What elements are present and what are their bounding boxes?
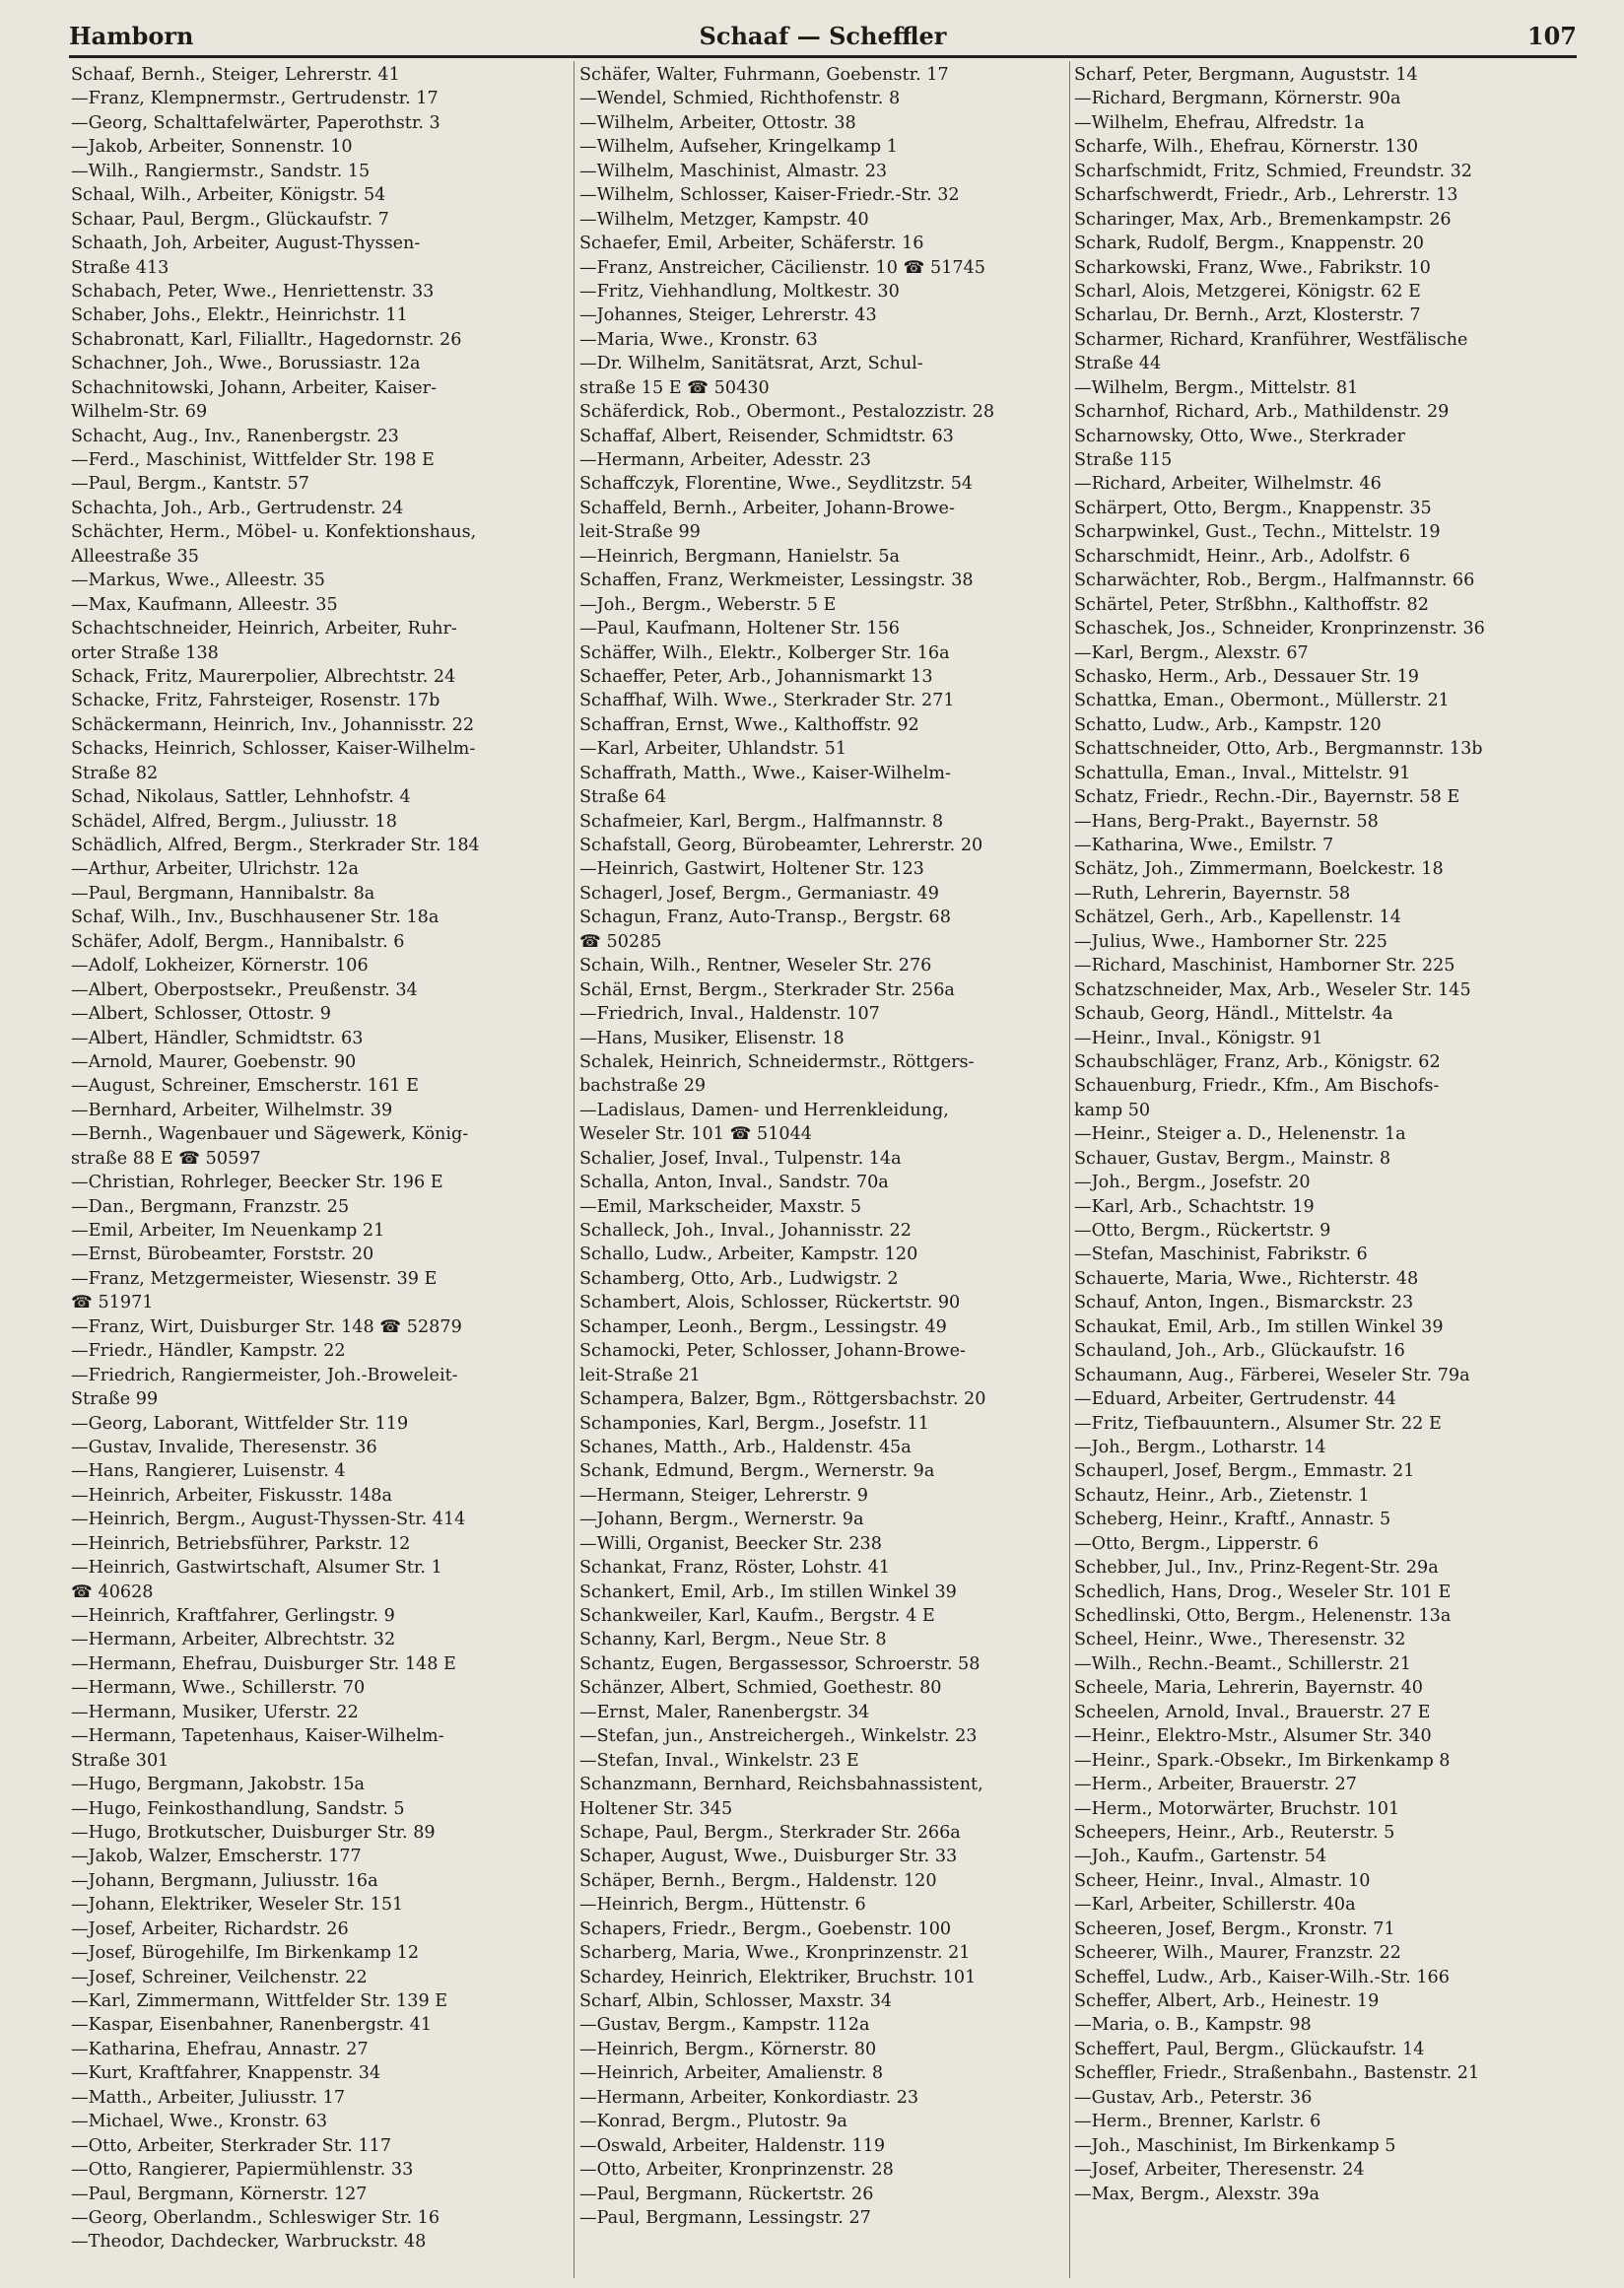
- directory-entry-line: —Stefan, Maschinist, Fabrikstr. 6: [1074, 1245, 1368, 1265]
- directory-entry-line: Schedlinski, Otto, Bergm., Helenenstr. 13a: [1074, 1606, 1452, 1626]
- directory-entry-line: —Jakob, Walzer, Emscherstr. 177: [71, 1847, 362, 1867]
- directory-entry-line: —Joh., Bergm., Weberstr. 5 E: [579, 594, 837, 615]
- directory-entry-line: Scharschmidt, Heinr., Arb., Adolfstr. 6: [1074, 546, 1410, 567]
- directory-entry-line: Schaath, Joh, Arbeiter, August-Thyssen-: [71, 234, 421, 254]
- directory-entry-line: —Otto, Bergm., Lipperstr. 6: [1074, 1533, 1320, 1554]
- directory-entry-line: —Wilh., Rangiermstr., Sandstr. 15: [71, 161, 371, 181]
- directory-entry-line: orter Straße 138: [71, 642, 219, 663]
- directory-entry-line: Straße 301: [71, 1750, 169, 1771]
- column-2: [579, 63, 1077, 2280]
- directory-entry-line: Schagun, Franz, Auto-Transp., Bergstr. 68: [579, 908, 951, 928]
- directory-entry-line: —Otto, Bergm., Rückertstr. 9: [1074, 1221, 1331, 1241]
- directory-entry-line: —Willi, Organist, Beecker Str. 238: [579, 1533, 882, 1554]
- directory-entry-line: —Richard, Bergmann, Körnerstr. 90a: [1074, 89, 1401, 109]
- directory-entry-line: —Karl, Zimmermann, Wittfelder Str. 139 E: [71, 1991, 448, 2011]
- directory-entry-line: —Hermann, Tapetenhaus, Kaiser-Wilhelm-: [71, 1726, 444, 1747]
- directory-entry-line: —Hermann, Arbeiter, Albrechtstr. 32: [71, 1630, 396, 1650]
- directory-entry-line: Schark, Rudolf, Bergm., Knappenstr. 20: [1074, 234, 1424, 254]
- directory-entry-line: Schauland, Joh., Arb., Glückaufstr. 16: [1074, 1341, 1405, 1362]
- directory-entry-line: Schäffer, Wilh., Elektr., Kolberger Str. 16a: [579, 642, 950, 663]
- directory-entry-line: —Franz, Anstreicher, Cäcilienstr. 10 ☎ 51745: [579, 257, 985, 278]
- directory-entry-line: —Richard, Maschinist, Hamborner Str. 225: [1074, 956, 1455, 976]
- directory-entry-line: Schamper, Leonh., Bergm., Lessingstr. 49: [579, 1316, 947, 1337]
- directory-entry-line: —Hans, Musiker, Elisenstr. 18: [579, 1028, 845, 1048]
- directory-entry-line: —Franz, Metzgermeister, Wiesenstr. 39 E: [71, 1268, 438, 1289]
- directory-entry-line: —Stefan, jun., Anstreichergeh., Winkelstr. 23: [579, 1726, 978, 1747]
- directory-entry-line: Schafstall, Georg, Bürobeamter, Lehrerstr. 20: [579, 836, 983, 855]
- directory-entry-line: Scharkowski, Franz, Wwe., Fabrikstr. 10: [1074, 257, 1431, 278]
- directory-entry-line: Schäferdick, Rob., Obermont., Pestalozzistr. 28: [579, 402, 995, 423]
- directory-entry-line: bachstraße 29: [579, 1076, 707, 1097]
- directory-entry-line: Scheele, Maria, Lehrerin, Bayernstr. 40: [1074, 1678, 1423, 1699]
- directory-entry-line: Schacke, Fritz, Fahrsteiger, Rosenstr. 17b: [71, 691, 440, 711]
- directory-entry-line: straße 15 E ☎ 50430: [579, 377, 770, 398]
- directory-entry-line: Schaumann, Aug., Färberei, Weseler Str. 79a: [1074, 1365, 1470, 1385]
- directory-entry-line: —Johann, Bergmann, Juliusstr. 16a: [71, 1870, 378, 1891]
- directory-entry-line: Schank, Edmund, Bergm., Wernerstr. 9a: [579, 1461, 935, 1482]
- directory-entry-line: Scheffert, Paul, Bergm., Glückaufstr. 14: [1074, 2039, 1425, 2059]
- directory-entry-line: —Karl, Arbeiter, Uhlandstr. 51: [579, 739, 847, 760]
- directory-entry-line: Straße 82: [71, 763, 159, 783]
- directory-entry-line: —Friedr., Händler, Kampstr. 22: [71, 1341, 346, 1362]
- directory-entry-line: —Karl, Bergm., Alexstr. 67: [1074, 642, 1309, 663]
- directory-entry-line: —Dr. Wilhelm, Sanitätsrat, Arzt, Schul-: [579, 354, 923, 374]
- directory-entry-line: —Wendel, Schmied, Richthofenstr. 8: [579, 89, 901, 109]
- directory-entry-line: —Gustav, Invalide, Theresenstr. 36: [71, 1437, 377, 1457]
- directory-entry-line: —Franz, Klempnermstr., Gertrudenstr. 17: [71, 89, 439, 109]
- directory-entry-line: —Hans, Berg-Prakt., Bayernstr. 58: [1074, 811, 1379, 832]
- directory-entry-line: —Kaspar, Eisenbahner, Ranenbergstr. 41: [71, 2015, 433, 2036]
- directory-entry-line: —Emil, Markscheider, Maxstr. 5: [579, 1196, 862, 1217]
- directory-entry-line: —Hugo, Brotkutscher, Duisburger Str. 89: [71, 1822, 436, 1843]
- directory-entry-line: —Wilhelm, Metzger, Kampstr. 40: [579, 209, 869, 230]
- directory-entry-line: Scheepers, Heinr., Arb., Reuterstr. 5: [1074, 1822, 1395, 1843]
- directory-entry-line: —Otto, Rangierer, Papiermühlenstr. 33: [71, 2160, 414, 2181]
- directory-entry-line: Schaffczyk, Florentine, Wwe., Seydlitzstr. 54: [579, 474, 974, 495]
- directory-entry-line: Schauer, Gustav, Bergm., Mainstr. 8: [1074, 1148, 1391, 1169]
- directory-entry-line: —Hermann, Arbeiter, Adesstr. 23: [579, 450, 871, 470]
- directory-entry-line: Schampera, Balzer, Bgm., Röttgersbachstr. 20: [579, 1389, 986, 1410]
- directory-entry-line: Schaffen, Franz, Werkmeister, Lessingstr. 38: [579, 571, 974, 591]
- directory-entry-line: —Ruth, Lehrerin, Bayernstr. 58: [1074, 883, 1351, 904]
- directory-entry-line: —Katharina, Wwe., Emilstr. 7: [1074, 836, 1334, 855]
- directory-entry-line: Schaffaf, Albert, Reisender, Schmidtstr. 63: [579, 426, 954, 446]
- directory-entry-line: Schanzmann, Bernhard, Reichsbahnassistent,: [579, 1775, 983, 1795]
- directory-entry-line: straße 88 E ☎ 50597: [71, 1148, 261, 1169]
- directory-entry-line: —Hugo, Bergmann, Jakobstr. 15a: [71, 1775, 366, 1795]
- directory-entry-line: Schaffhaf, Wilh. Wwe., Sterkrader Str. 271: [579, 691, 955, 711]
- directory-entry-line: Schamocki, Peter, Schlosser, Johann-Browe-: [579, 1341, 966, 1362]
- directory-entry-line: —Heinrich, Gastwirt, Holtener Str. 123: [579, 859, 924, 880]
- directory-entry-line: Wilhelm-Str. 69: [71, 402, 208, 423]
- directory-entry-line: —Herm., Arbeiter, Brauerstr. 27: [1074, 1775, 1357, 1795]
- directory-entry-line: Schachtschneider, Heinrich, Arbeiter, Ruhr-: [71, 619, 457, 639]
- directory-entry-line: Schaal, Wilh., Arbeiter, Königstr. 54: [71, 185, 386, 206]
- directory-entry-line: —Johann, Elektriker, Weseler Str. 151: [71, 1895, 404, 1916]
- directory-entry-line: —Christian, Rohrleger, Beecker Str. 196 E: [71, 1173, 443, 1193]
- directory-entry-line: —Hermann, Arbeiter, Konkordiastr. 23: [579, 2087, 919, 2108]
- directory-entry-line: Schauenburg, Friedr., Kfm., Am Bischofs-: [1074, 1076, 1440, 1097]
- directory-entry-line: Schanes, Matth., Arb., Haldenstr. 45a: [579, 1437, 912, 1457]
- directory-entry-line: —Paul, Bergmann, Lessingstr. 27: [579, 2207, 871, 2228]
- directory-entry-line: Scheffler, Friedr., Straßenbahn., Bastenstr. 21: [1074, 2063, 1480, 2084]
- directory-entry-line: —Konrad, Bergm., Plutostr. 9a: [579, 2112, 847, 2132]
- directory-entry-line: —Johann, Bergm., Wernerstr. 9a: [579, 1510, 864, 1530]
- directory-entry-line: Schädel, Alfred, Bergm., Juliusstr. 18: [71, 811, 397, 832]
- directory-entry-line: Schantz, Eugen, Bergassessor, Schroerstr. 58: [579, 1653, 981, 1674]
- directory-entry-line: —Richard, Arbeiter, Wilhelmstr. 46: [1074, 474, 1382, 495]
- directory-entry-line: ☎ 51971: [71, 1293, 154, 1313]
- directory-entry-line: Straße 99: [71, 1389, 159, 1410]
- directory-entry-line: —Hugo, Feinkosthandlung, Sandstr. 5: [71, 1798, 405, 1819]
- directory-entry-line: —Gustav, Arb., Peterstr. 36: [1074, 2087, 1313, 2108]
- directory-entry-line: —Joh., Bergm., Josefstr. 20: [1074, 1173, 1311, 1193]
- directory-entry-line: Alleestraße 35: [71, 546, 199, 567]
- directory-entry-line: —Heinrich, Bergmann, Hanielstr. 5a: [579, 546, 901, 567]
- directory-entry-line: Schattschneider, Otto, Arb., Bergmannstr. 13b: [1074, 739, 1483, 760]
- directory-entry-line: Schalier, Josef, Inval., Tulpenstr. 14a: [579, 1148, 902, 1169]
- directory-entry-line: ☎ 50285: [579, 931, 662, 952]
- directory-entry-line: —Heinrich, Bergm., Körnerstr. 80: [579, 2039, 877, 2059]
- directory-entry-line: —Johannes, Steiger, Lehrerstr. 43: [579, 305, 877, 326]
- directory-entry-line: —Joh., Bergm., Lotharstr. 14: [1074, 1437, 1326, 1457]
- page-number: 107: [1526, 22, 1577, 50]
- directory-entry-line: —Matth., Arbeiter, Juliusstr. 17: [71, 2087, 346, 2108]
- directory-entry-line: Scharnhof, Richard, Arb., Mathildenstr. 29: [1074, 402, 1450, 423]
- directory-entry-line: —Paul, Bergmann, Körnerstr. 127: [71, 2184, 368, 2204]
- directory-entry-line: Scharf, Albin, Schlosser, Maxstr. 34: [579, 1991, 893, 2011]
- directory-entry-line: —Heinr., Inval., Königstr. 91: [1074, 1028, 1323, 1048]
- directory-entry-line: —Ernst, Bürobeamter, Forststr. 20: [71, 1245, 374, 1265]
- directory-entry-line: leit-Straße 99: [579, 522, 701, 543]
- directory-entry-line: Schaper, August, Wwe., Duisburger Str. 33: [579, 1847, 958, 1867]
- directory-entry-line: —Otto, Arbeiter, Sterkrader Str. 117: [71, 2135, 392, 2156]
- directory-entry-line: Schatz, Friedr., Rechn.-Dir., Bayernstr. 58 E: [1074, 787, 1460, 808]
- directory-entry-line: Schain, Wilh., Rentner, Weseler Str. 276: [579, 956, 932, 976]
- directory-entry-line: —Hermann, Steiger, Lehrerstr. 9: [579, 1485, 868, 1506]
- directory-entry-line: —Josef, Bürogehilfe, Im Birkenkamp 12: [71, 1943, 420, 1964]
- directory-entry-line: Scheer, Heinr., Inval., Almastr. 10: [1074, 1870, 1371, 1891]
- directory-entry-line: —Georg, Oberlandm., Schleswiger Str. 16: [71, 2207, 440, 2228]
- directory-entry-line: Schankert, Emil, Arb., Im stillen Winkel 39: [579, 1581, 957, 1602]
- directory-entry-line: —Markus, Wwe., Alleestr. 35: [71, 571, 325, 591]
- directory-entry-line: —Heinr., Steiger a. D., Helenenstr. 1a: [1074, 1124, 1406, 1145]
- directory-entry-line: Schankweiler, Karl, Kaufm., Bergstr. 4 E: [579, 1606, 935, 1626]
- directory-entry-line: —Joh., Maschinist, Im Birkenkamp 5: [1074, 2135, 1396, 2156]
- directory-entry-line: —Paul, Kaufmann, Holtener Str. 156: [579, 619, 900, 639]
- directory-entry-line: Schattka, Eman., Obermont., Müllerstr. 21: [1074, 691, 1450, 711]
- directory-entry-line: —Stefan, Inval., Winkelstr. 23 E: [579, 1750, 859, 1771]
- directory-entry-line: Schambert, Alois, Schlosser, Rückertstr. 90: [579, 1293, 961, 1313]
- header-rule: [69, 55, 1577, 58]
- directory-entry-line: —Josef, Schreiner, Veilchenstr. 22: [71, 1967, 368, 1987]
- directory-entry-line: —Fritz, Viehhandlung, Moltkestr. 30: [579, 281, 900, 302]
- directory-entry-line: Schankat, Franz, Röster, Lohstr. 41: [579, 1558, 891, 1579]
- directory-entry-line: Schautz, Heinr., Arb., Zietenstr. 1: [1074, 1485, 1370, 1506]
- directory-entry-line: —Hans, Rangierer, Luisenstr. 4: [71, 1461, 346, 1482]
- directory-entry-line: Scharfschmidt, Fritz, Schmied, Freundstr. 32: [1074, 161, 1472, 181]
- directory-entry-line: Schack, Fritz, Maurerpolier, Albrechtstr. 24: [71, 666, 456, 687]
- directory-entry-line: Schachner, Joh., Wwe., Borussiastr. 12a: [71, 354, 421, 374]
- directory-entry-line: Schäper, Bernh., Bergm., Haldenstr. 120: [579, 1870, 937, 1891]
- directory-entry-line: —Albert, Schlosser, Ottostr. 9: [71, 1004, 331, 1025]
- directory-entry-line: Schaf, Wilh., Inv., Buschhausener Str. 18a: [71, 908, 440, 928]
- directory-entry-line: Scharinger, Max, Arb., Bremenkampstr. 26: [1074, 209, 1452, 230]
- directory-entry-line: Schaefer, Emil, Arbeiter, Schäferstr. 16: [579, 234, 924, 254]
- directory-entry-line: Schabach, Peter, Wwe., Henriettenstr. 33: [71, 281, 435, 302]
- directory-entry-line: —Ernst, Maler, Ranenbergstr. 34: [579, 1702, 870, 1722]
- directory-entry-line: Schachnitowski, Johann, Arbeiter, Kaiser-: [71, 377, 438, 398]
- directory-entry-line: Straße 64: [579, 787, 667, 808]
- directory-entry-line: Scheeren, Josef, Bergm., Kronstr. 71: [1074, 1918, 1395, 1939]
- directory-entry-line: —Ladislaus, Damen- und Herrenkleidung,: [579, 1100, 949, 1120]
- directory-entry-line: Schaffrath, Matth., Wwe., Kaiser-Wilhelm-: [579, 763, 951, 783]
- directory-entry-line: —Heinr., Elektro-Mstr., Alsumer Str. 340: [1074, 1726, 1432, 1747]
- directory-entry-line: Schebber, Jul., Inv., Prinz-Regent-Str. 29a: [1074, 1558, 1439, 1579]
- directory-entry-line: —Michael, Wwe., Kronstr. 63: [71, 2112, 328, 2132]
- directory-entry-line: Scharlau, Dr. Bernh., Arzt, Klosterstr. 7: [1074, 305, 1421, 326]
- directory-entry-line: Schanny, Karl, Bergm., Neue Str. 8: [579, 1630, 887, 1650]
- directory-entry-line: —Fritz, Tiefbauuntern., Alsumer Str. 22 E: [1074, 1413, 1442, 1434]
- directory-entry-line: Scharl, Alois, Metzgerei, Königstr. 62 E: [1074, 281, 1421, 302]
- directory-entry-line: Scheelen, Arnold, Inval., Brauerstr. 27 E: [1074, 1702, 1431, 1722]
- directory-entry-line: Schagerl, Josef, Bergm., Germaniastr. 49: [579, 883, 939, 904]
- directory-entry-line: Scharf, Peter, Bergmann, Auguststr. 14: [1074, 65, 1418, 85]
- directory-entry-line: Scharwächter, Rob., Bergm., Halfmannstr. 66: [1074, 571, 1475, 591]
- directory-entry-line: —Josef, Arbeiter, Theresenstr. 24: [1074, 2160, 1365, 2181]
- column-divider: [574, 61, 575, 2278]
- directory-entry-line: —Albert, Händler, Schmidtstr. 63: [71, 1028, 364, 1048]
- directory-entry-line: —Max, Bergm., Alexstr. 39a: [1074, 2184, 1320, 2204]
- directory-entry-line: —Albert, Oberpostsekr., Preußenstr. 34: [71, 979, 418, 1000]
- directory-entry-line: Schatto, Ludw., Arb., Kampstr. 120: [1074, 714, 1382, 735]
- directory-entry-line: Schachta, Joh., Arb., Gertrudenstr. 24: [71, 498, 404, 518]
- directory-entry-line: Schäl, Ernst, Bergm., Sterkrader Str. 256a: [579, 979, 955, 1000]
- directory-entry-line: Scheerer, Wilh., Maurer, Franzstr. 22: [1074, 1943, 1401, 1964]
- directory-entry-line: —Karl, Arb., Schachtstr. 19: [1074, 1196, 1315, 1217]
- directory-entry-line: —Georg, Laborant, Wittfelder Str. 119: [71, 1413, 409, 1434]
- directory-entry-line: Schape, Paul, Bergm., Sterkrader Str. 266a: [579, 1822, 961, 1843]
- directory-entry-line: —Arthur, Arbeiter, Ulrichstr. 12a: [71, 859, 359, 880]
- directory-entry-line: —Joh., Kaufm., Gartenstr. 54: [1074, 1847, 1327, 1867]
- directory-entry-line: Scharfschwerdt, Friedr., Arb., Lehrerstr. 13: [1074, 185, 1458, 206]
- directory-entry-line: Schaffeld, Bernh., Arbeiter, Johann-Browe-: [579, 498, 955, 518]
- directory-entry-line: Schauf, Anton, Ingen., Bismarckstr. 23: [1074, 1293, 1414, 1313]
- header-center: Schaaf — Scheffler: [699, 22, 947, 50]
- directory-entry-line: Scharnowsky, Otto, Wwe., Sterkrader: [1074, 426, 1405, 446]
- directory-entry-line: Schaschek, Jos., Schneider, Kronprinzenstr. 36: [1074, 619, 1485, 639]
- directory-entry-line: Schaffran, Ernst, Wwe., Kalthoffstr. 92: [579, 714, 919, 735]
- directory-entry-line: Schätz, Joh., Zimmermann, Boelckestr. 18: [1074, 859, 1444, 880]
- directory-entry-line: Schaukat, Emil, Arb., Im stillen Winkel 39: [1074, 1316, 1444, 1337]
- directory-entry-line: —Emil, Arbeiter, Im Neuenkamp 21: [71, 1221, 385, 1241]
- header-left: Hamborn: [69, 22, 194, 50]
- directory-entry-line: —Wilh., Rechn.-Beamt., Schillerstr. 21: [1074, 1653, 1411, 1674]
- column-1: [71, 63, 569, 2280]
- directory-entry-line: —Bernhard, Arbeiter, Wilhelmstr. 39: [71, 1100, 393, 1120]
- directory-entry-line: Scharberg, Maria, Wwe., Kronprinzenstr. 21: [579, 1943, 971, 1964]
- directory-entry-line: Schätzel, Gerh., Arb., Kapellenstr. 14: [1074, 908, 1401, 928]
- directory-entry-line: —Ferd., Maschinist, Wittfelder Str. 198 E: [71, 450, 435, 470]
- directory-entry-line: Schächter, Herm., Möbel- u. Konfektionshaus,: [71, 522, 477, 543]
- directory-entry-line: —Hermann, Wwe., Schillerstr. 70: [71, 1678, 366, 1699]
- directory-entry-line: Schärtel, Peter, Strßbhn., Kalthoffstr. 82: [1074, 594, 1429, 615]
- directory-entry-line: —Kurt, Kraftfahrer, Knappenstr. 34: [71, 2063, 381, 2084]
- directory-entry-line: Schacht, Aug., Inv., Ranenbergstr. 23: [71, 426, 399, 446]
- directory-entry-line: Schauperl, Josef, Bergm., Emmastr. 21: [1074, 1461, 1415, 1482]
- directory-entry-line: —Paul, Bergmann, Rückertstr. 26: [579, 2184, 874, 2204]
- directory-entry-line: —Wilhelm, Maschinist, Almastr. 23: [579, 161, 888, 181]
- directory-entry-line: Schäfer, Walter, Fuhrmann, Goebenstr. 17: [579, 65, 949, 85]
- directory-entry-line: —Maria, o. B., Kampstr. 98: [1074, 2015, 1312, 2036]
- directory-entry-line: —Max, Kaufmann, Alleestr. 35: [71, 594, 338, 615]
- directory-entry-line: —Katharina, Ehefrau, Annastr. 27: [71, 2039, 369, 2059]
- directory-entry-line: Scharpwinkel, Gust., Techn., Mittelstr. 19: [1074, 522, 1441, 543]
- directory-entry-line: —Heinrich, Kraftfahrer, Gerlingstr. 9: [71, 1606, 395, 1626]
- directory-entry-line: —Adolf, Lokheizer, Körnerstr. 106: [71, 956, 369, 976]
- directory-entry-line: —Dan., Bergmann, Franzstr. 25: [71, 1196, 350, 1217]
- directory-entry-line: Schafmeier, Karl, Bergm., Halfmannstr. 8: [579, 811, 944, 832]
- directory-entry-line: Scheberg, Heinr., Kraftf., Annastr. 5: [1074, 1510, 1391, 1530]
- directory-entry-line: —Georg, Schalttafelwärter, Paperothstr. 3: [71, 112, 440, 133]
- directory-entry-line: ☎ 40628: [71, 1581, 154, 1602]
- directory-entry-line: Schärpert, Otto, Bergm., Knappenstr. 35: [1074, 498, 1432, 518]
- directory-entry-line: Schaubschläger, Franz, Arb., Königstr. 62: [1074, 1051, 1441, 1072]
- directory-entry-line: Schacks, Heinrich, Schlosser, Kaiser-Wilhelm-: [71, 739, 476, 760]
- directory-entry-line: Schalleck, Joh., Inval., Johannisstr. 22: [579, 1221, 912, 1241]
- directory-entry-line: Schalla, Anton, Inval., Sandstr. 70a: [579, 1173, 889, 1193]
- directory-entry-line: Scheffer, Albert, Arb., Heinestr. 19: [1074, 1991, 1380, 2011]
- directory-entry-line: Schäfer, Adolf, Bergm., Hannibalstr. 6: [71, 931, 405, 952]
- directory-entry-line: Schamponies, Karl, Bergm., Josefstr. 11: [579, 1413, 929, 1434]
- directory-entry-line: Straße 115: [1074, 450, 1173, 470]
- directory-entry-line: Schaar, Paul, Bergm., Glückaufstr. 7: [71, 209, 389, 230]
- directory-entry-line: —Eduard, Arbeiter, Gertrudenstr. 44: [1074, 1389, 1396, 1410]
- directory-entry-line: —Herm., Brenner, Karlstr. 6: [1074, 2112, 1321, 2132]
- directory-entry-line: —Jakob, Arbeiter, Sonnenstr. 10: [71, 137, 353, 158]
- directory-entry-line: Straße 413: [71, 257, 169, 278]
- directory-entry-line: —Arnold, Maurer, Goebenstr. 90: [71, 1051, 357, 1072]
- directory-entry-line: —Paul, Bergm., Kantstr. 57: [71, 474, 309, 495]
- directory-entry-line: —Heinrich, Bergm., Hüttenstr. 6: [579, 1895, 866, 1916]
- directory-entry-line: Schattulla, Eman., Inval., Mittelstr. 91: [1074, 763, 1411, 783]
- directory-entry-line: Schedlich, Hans, Drog., Weseler Str. 101 E: [1074, 1581, 1452, 1602]
- directory-entry-line: —Paul, Bergmann, Hannibalstr. 8a: [71, 883, 375, 904]
- directory-entry-line: —Theodor, Dachdecker, Warbruckstr. 48: [71, 2232, 427, 2253]
- directory-entry-line: Schabronatt, Karl, Filialltr., Hagedornstr. 26: [71, 329, 462, 350]
- directory-entry-line: —Josef, Arbeiter, Richardstr. 26: [71, 1918, 349, 1939]
- directory-entry-line: Schapers, Friedr., Bergm., Goebenstr. 100: [579, 1918, 952, 1939]
- directory-entry-line: Schauerte, Maria, Wwe., Richterstr. 48: [1074, 1268, 1419, 1289]
- directory-entry-line: Schallo, Ludw., Arbeiter, Kampstr. 120: [579, 1245, 918, 1265]
- directory-entry-line: kamp 50: [1074, 1100, 1151, 1120]
- directory-entry-line: Schardey, Heinrich, Elektriker, Bruchstr. 101: [579, 1967, 977, 1987]
- directory-entry-line: Schänzer, Albert, Schmied, Goethestr. 80: [579, 1678, 942, 1699]
- directory-entry-line: —Heinrich, Betriebsführer, Parkstr. 12: [71, 1533, 411, 1554]
- directory-entry-line: —Friedrich, Inval., Haldenstr. 107: [579, 1004, 880, 1025]
- directory-entry-line: —Gustav, Bergm., Kampstr. 112a: [579, 2015, 870, 2036]
- directory-entry-line: —Friedrich, Rangiermeister, Joh.-Broweleit-: [71, 1365, 458, 1385]
- directory-entry-line: —Hermann, Ehefrau, Duisburger Str. 148 E: [71, 1653, 456, 1674]
- directory-entry-line: —August, Schreiner, Emscherstr. 161 E: [71, 1076, 419, 1097]
- directory-entry-line: Holtener Str. 345: [579, 1798, 733, 1819]
- directory-entry-line: Scharmer, Richard, Kranführer, Westfälische: [1074, 329, 1468, 350]
- directory-entry-line: —Julius, Wwe., Hamborner Str. 225: [1074, 931, 1388, 952]
- directory-entry-line: —Wilhelm, Arbeiter, Ottostr. 38: [579, 112, 856, 133]
- directory-entry-line: —Oswald, Arbeiter, Haldenstr. 119: [579, 2135, 886, 2156]
- directory-entry-line: Schäckermann, Heinrich, Inv., Johannisstr. 22: [71, 714, 475, 735]
- running-header: [69, 22, 1577, 57]
- directory-entry-line: —Maria, Wwe., Kronstr. 63: [579, 329, 818, 350]
- directory-entry-line: —Herm., Motorwärter, Bruchstr. 101: [1074, 1798, 1400, 1819]
- directory-entry-line: Schamberg, Otto, Arb., Ludwigstr. 2: [579, 1268, 899, 1289]
- directory-entry-line: —Franz, Wirt, Duisburger Str. 148 ☎ 52879: [71, 1316, 462, 1337]
- directory-entry-line: —Bernh., Wagenbauer und Sägewerk, König-: [71, 1124, 469, 1145]
- directory-entry-line: Schädlich, Alfred, Bergm., Sterkrader Str. 184: [71, 836, 480, 855]
- directory-entry-line: —Otto, Arbeiter, Kronprinzenstr. 28: [579, 2160, 894, 2181]
- directory-entry-line: —Karl, Arbeiter, Schillerstr. 40a: [1074, 1895, 1356, 1916]
- directory-entry-line: Scheel, Heinr., Wwe., Theresenstr. 32: [1074, 1630, 1406, 1650]
- directory-entry-line: —Heinrich, Bergm., August-Thyssen-Str. 414: [71, 1510, 466, 1530]
- directory-entry-line: Scharfe, Wilh., Ehefrau, Körnerstr. 130: [1074, 137, 1419, 158]
- directory-entry-line: Schad, Nikolaus, Sattler, Lehnhofstr. 4: [71, 787, 411, 808]
- directory-entry-line: leit-Straße 21: [579, 1365, 701, 1385]
- directory-entry-line: —Heinrich, Arbeiter, Fiskusstr. 148a: [71, 1485, 392, 1506]
- directory-entry-line: —Wilhelm, Ehefrau, Alfredstr. 1a: [1074, 112, 1365, 133]
- directory-entry-line: Schaub, Georg, Händl., Mittelstr. 4a: [1074, 1004, 1393, 1025]
- directory-entry-line: —Wilhelm, Bergm., Mittelstr. 81: [1074, 377, 1359, 398]
- directory-entry-line: Schatzschneider, Max, Arb., Weseler Str. 145: [1074, 979, 1471, 1000]
- directory-entry-line: —Wilhelm, Schlosser, Kaiser-Friedr.-Str. 32: [579, 185, 960, 206]
- directory-entry-line: Straße 44: [1074, 354, 1162, 374]
- directory-entry-line: Weseler Str. 101 ☎ 51044: [579, 1124, 812, 1145]
- directory-entry-line: —Heinrich, Arbeiter, Amalienstr. 8: [579, 2063, 884, 2084]
- directory-entry-line: Scheffel, Ludw., Arb., Kaiser-Wilh.-Str. 166: [1074, 1967, 1450, 1987]
- column-3: [1074, 63, 1572, 2280]
- directory-entry-line: Schalek, Heinrich, Schneidermstr., Röttgers-: [579, 1051, 975, 1072]
- directory-entry-line: Schaaf, Bernh., Steiger, Lehrerstr. 41: [71, 65, 400, 85]
- directory-entry-line: —Heinr., Spark.-Obsekr., Im Birkenkamp 8: [1074, 1750, 1451, 1771]
- directory-entry-line: —Wilhelm, Aufseher, Kringelkamp 1: [579, 137, 898, 158]
- directory-entry-line: Schaeffer, Peter, Arb., Johannismarkt 13: [579, 666, 933, 687]
- directory-entry-line: Schaber, Johs., Elektr., Heinrichstr. 11: [71, 305, 408, 326]
- directory-entry-line: Schasko, Herm., Arb., Dessauer Str. 19: [1074, 666, 1419, 687]
- directory-entry-line: —Heinrich, Gastwirtschaft, Alsumer Str. 1: [71, 1558, 442, 1579]
- directory-entry-line: —Hermann, Musiker, Uferstr. 22: [71, 1702, 359, 1722]
